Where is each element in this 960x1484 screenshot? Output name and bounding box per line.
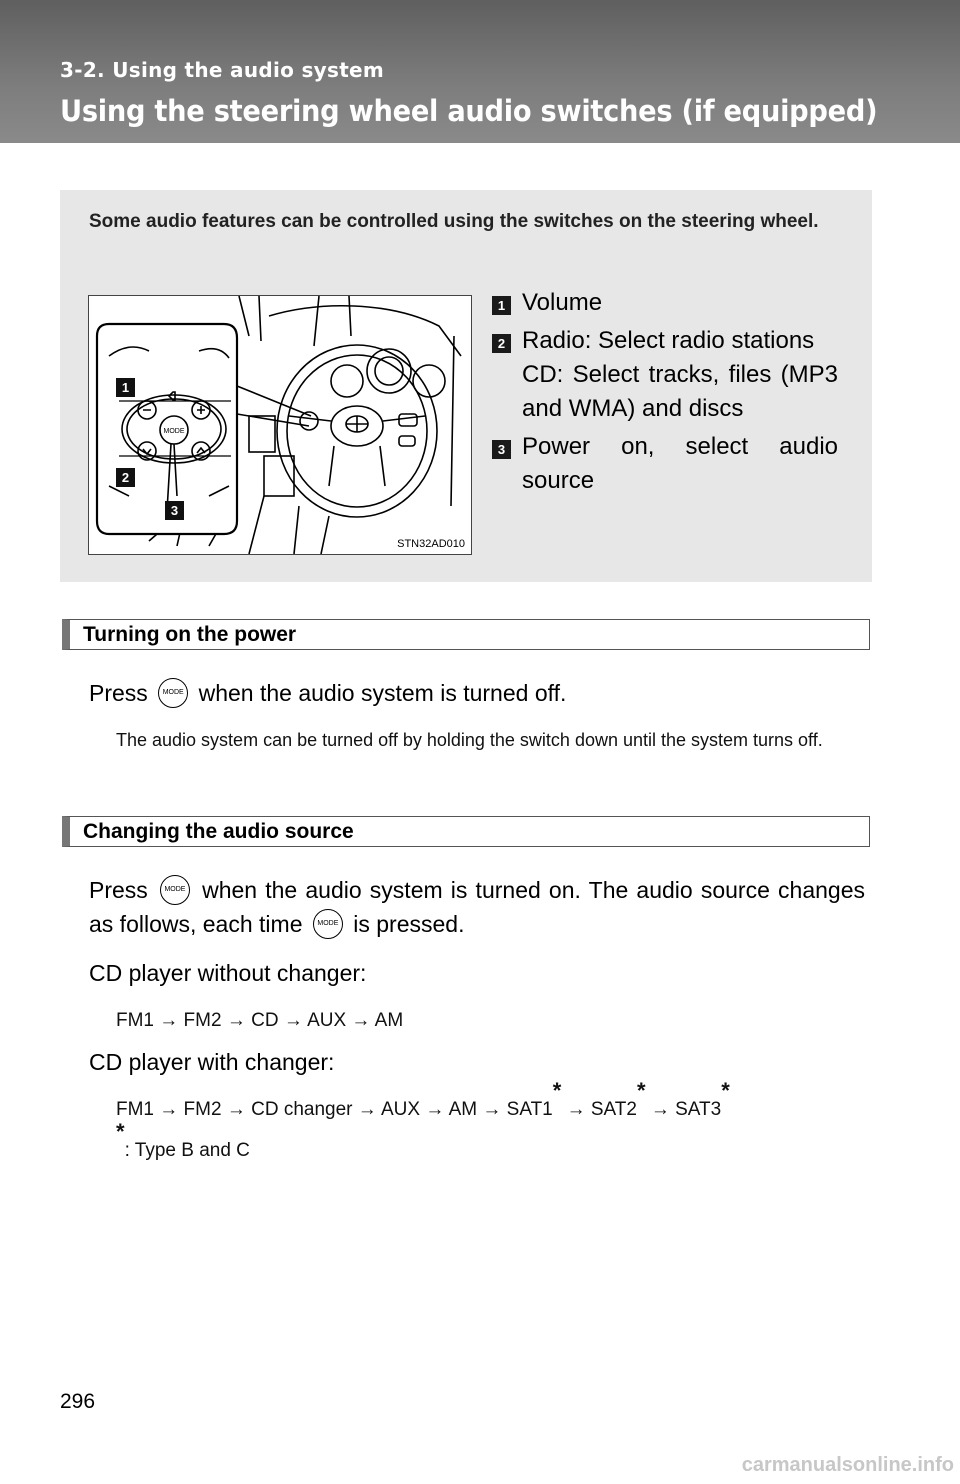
without-changer-label: CD player without changer: xyxy=(89,960,367,986)
sequence-fragment: → SAT3 xyxy=(645,1099,722,1120)
section-heading-source xyxy=(62,816,870,847)
page-title: Using the steering wheel audio switches (if equipped) xyxy=(60,94,878,128)
source-instruction xyxy=(89,873,865,941)
power-note: The audio system can be turned off by holding the switch down until the system turns off. xyxy=(116,730,823,750)
asterisk: * xyxy=(636,1078,646,1103)
section-heading-power xyxy=(62,619,870,650)
text-fragment: Press xyxy=(89,680,148,706)
power-instruction xyxy=(89,676,865,710)
section-heading-text: Turning on the power xyxy=(83,623,297,646)
legend-text-cd: CD: Select tracks, files (MP3 and WMA) and discs xyxy=(522,361,838,422)
legend-item xyxy=(492,324,838,426)
asterisk: * xyxy=(721,1078,730,1103)
text-fragment: when the audio system is turned on. The audio source changes as follows, each time xyxy=(89,877,865,937)
figure-legend xyxy=(492,286,838,502)
watermark: carmanualsonline.info xyxy=(741,1454,954,1476)
text-fragment: Press xyxy=(89,877,148,903)
mode-switch-icon: MODE xyxy=(158,678,188,708)
text-fragment: is pressed. xyxy=(353,911,465,937)
with-changer-label: CD player with changer: xyxy=(89,1049,335,1075)
intro-text: Some audio features can be controlled using the switches on the steering wheel. xyxy=(89,211,819,232)
section-number: 3-2. Using the audio system xyxy=(60,58,385,82)
with-changer-sequence xyxy=(116,1078,866,1124)
sequence-fragment: → SAT2 xyxy=(561,1099,637,1120)
text-fragment: when the audio system is turned off. xyxy=(198,680,567,706)
legend-item xyxy=(492,286,838,320)
mode-button-label: MODE xyxy=(163,428,185,435)
steering-wheel-figure xyxy=(88,295,472,555)
figure-code: STN32AD010 xyxy=(397,538,465,550)
sequence-fragment: FM1 → FM2 → CD changer → AUX → AM → SAT1 xyxy=(116,1099,553,1120)
asterisk: * xyxy=(116,1119,125,1144)
asterisk: * xyxy=(552,1078,562,1103)
callout-3: 3 xyxy=(170,503,179,518)
footnote xyxy=(116,1119,866,1165)
legend-number: 2 xyxy=(492,334,511,353)
legend-text: Volume xyxy=(522,289,603,316)
section-heading-text: Changing the audio source xyxy=(83,820,354,843)
callout-2: 2 xyxy=(121,470,130,485)
footnote-text: : Type B and C xyxy=(124,1140,250,1161)
mode-switch-icon: MODE xyxy=(313,909,343,939)
callout-1: 1 xyxy=(121,380,130,395)
legend-text: Radio: Select radio stations xyxy=(522,327,815,354)
legend-number: 1 xyxy=(492,296,511,315)
page-number: 296 xyxy=(60,1390,96,1413)
steering-wheel-illustration xyxy=(89,296,471,554)
intro-box xyxy=(60,190,872,582)
mode-switch-icon: MODE xyxy=(160,875,190,905)
without-changer-sequence: FM1 → FM2 → CD → AUX → AM xyxy=(116,1010,404,1031)
legend-item xyxy=(492,430,838,498)
page-header xyxy=(0,0,960,143)
legend-text: Power on, select audio source xyxy=(522,433,838,494)
legend-number: 3 xyxy=(492,440,511,459)
